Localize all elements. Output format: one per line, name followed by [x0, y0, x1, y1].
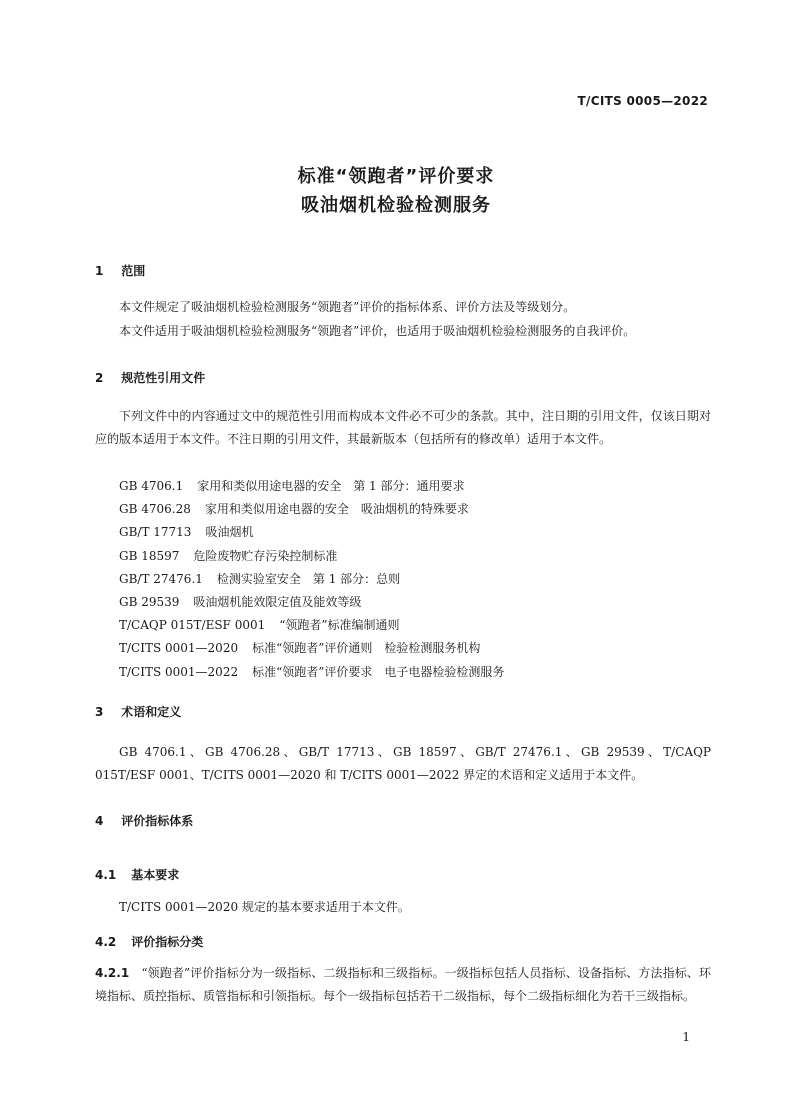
- section-1-heading: [95, 262, 145, 279]
- section-number: 4: [95, 814, 104, 828]
- reference-code: T/CITS 0001—2020: [119, 641, 239, 656]
- reference-list: [119, 475, 504, 684]
- section-4-2-heading: [95, 933, 203, 950]
- reference-item: [119, 475, 504, 498]
- reference-item: [119, 498, 504, 521]
- reference-title: “领跑者”标准编制通则: [279, 618, 400, 633]
- reference-item: [119, 568, 504, 591]
- clause-number: 4.2.1: [95, 966, 130, 980]
- reference-title: 危险废物贮存污染控制标准: [193, 548, 338, 563]
- section-4-heading: [95, 812, 193, 829]
- section-number: 1: [95, 264, 104, 278]
- reference-title: 标准“领跑者”评价通则 检验检测服务机构: [252, 641, 481, 656]
- section-4-1-heading: [95, 866, 179, 883]
- section-number: 2: [95, 371, 104, 385]
- section-title: 规范性引用文件: [121, 371, 206, 385]
- scope-paragraph-2: 本文件适用于吸油烟机检验检测服务“领跑者”评价，也适用于吸油烟机检验检测服务的自我评价。: [119, 324, 636, 338]
- section-title: 术语和定义: [121, 705, 182, 719]
- reference-item: [119, 591, 504, 614]
- reference-code: GB 18597: [119, 548, 180, 563]
- section-number: 4.1: [95, 868, 117, 882]
- reference-item: [119, 521, 504, 544]
- section-title: 评价指标体系: [121, 814, 194, 828]
- reference-title: 吸油烟机能效限定值及能效等级: [193, 594, 362, 609]
- title-line-2: 吸油烟机检验检测服务: [301, 195, 491, 216]
- reference-item: [119, 661, 504, 684]
- reference-code: GB 29539: [119, 594, 180, 609]
- clause-text: “领跑者”评价指标分为一级指标、二级指标和三级指标。一级指标包括人员指标、设备指标、方法指标、环境指标、质控指标、质管指标和引领指标。每个一级指标包括若干二级指标，每个二级指标细化为若干三级指标。: [95, 966, 711, 1003]
- reference-item: [119, 614, 504, 637]
- reference-title: 吸油烟机: [205, 525, 254, 540]
- reference-title: 家用和类似用途电器的安全 第 1 部分：通用要求: [197, 479, 465, 493]
- reference-title: 家用和类似用途电器的安全 吸油烟机的特殊要求: [204, 502, 469, 517]
- reference-code: T/CITS 0001—2022: [119, 664, 239, 679]
- section-title: 评价指标分类: [131, 935, 204, 949]
- section-number: 4.2: [95, 935, 117, 949]
- reference-code: GB 4706.28: [119, 502, 191, 517]
- reference-code: T/CAQP 015T/ESF 0001: [119, 618, 266, 633]
- section-title: 基本要求: [131, 868, 180, 882]
- reference-code: GB 4706.1: [119, 479, 184, 493]
- title-line-1: 标准“领跑者”评价要求: [297, 166, 495, 187]
- document-number: T/CITS 0005—2022: [577, 94, 708, 108]
- scope-paragraph-1: 本文件规定了吸油烟机检验检测服务“领跑者”评价的指标体系、评价方法及等级划分。: [119, 300, 576, 314]
- section-2-heading: [95, 369, 205, 386]
- reference-title: 检测实验室安全 第 1 部分：总则: [216, 571, 401, 586]
- reference-title: 标准“领跑者”评价要求 电子电器检验检测服务: [252, 664, 505, 679]
- section-number: 3: [95, 705, 104, 719]
- terms-paragraph: GB 4706.1、GB 4706.28、GB/T 17713、GB 18597、GB/T 27476.1、GB 29539、T/CAQP 015T/ESF 0001、T/CITS 0001—2020 和 T/CITS 0001—2022 界定的术语和定义适用于本文件。: [95, 745, 711, 782]
- reference-code: GB/T 17713: [119, 525, 192, 540]
- page-number: 1: [682, 1030, 690, 1044]
- reference-item: [119, 545, 504, 568]
- basic-requirements-paragraph: T/CITS 0001—2020 规定的基本要求适用于本文件。: [119, 900, 410, 914]
- section-3-heading: [95, 703, 181, 720]
- references-intro: 下列文件中的内容通过文中的规范性引用而构成本文件必不可少的条款。其中，注日期的引用文件，仅该日期对应的版本适用于本文件。不注日期的引用文件，其最新版本（包括所有的修改单）适用于本文件。: [95, 409, 711, 446]
- section-title: 范围: [121, 264, 146, 278]
- reference-item: [119, 637, 504, 660]
- reference-code: GB/T 27476.1: [119, 571, 203, 586]
- clause-4-2-1: [95, 962, 711, 1008]
